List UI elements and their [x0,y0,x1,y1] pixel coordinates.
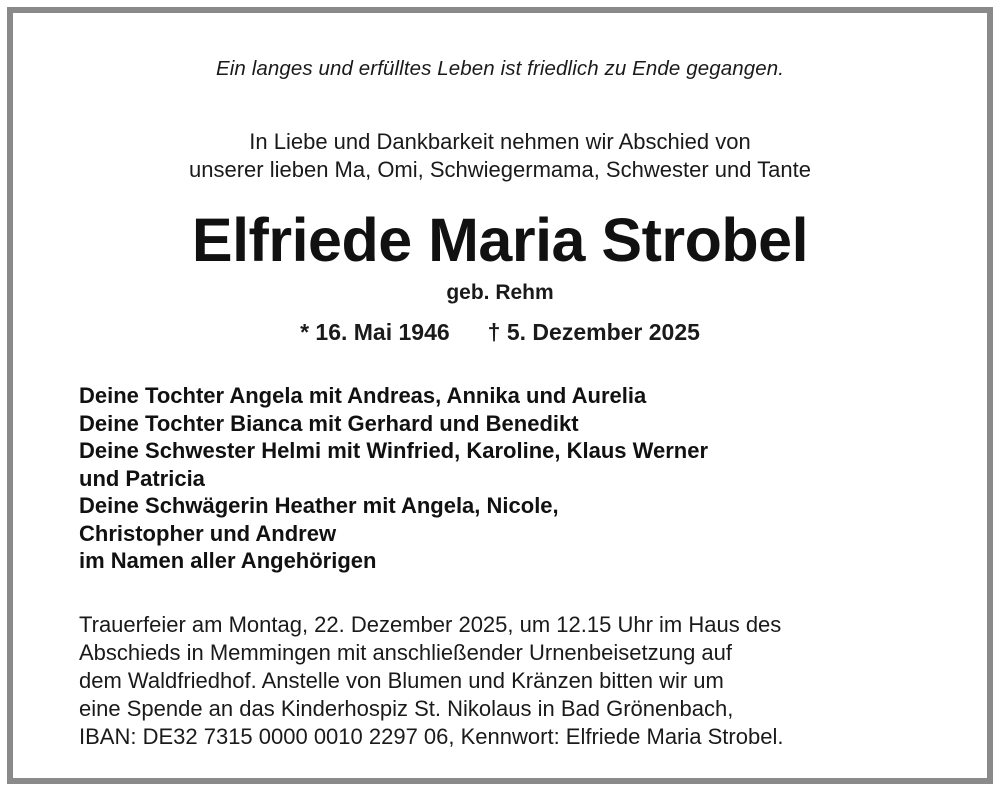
service-line: eine Spende an das Kinderhospiz St. Nikolaus in Bad Grönenbach, [79,696,734,721]
farewell-line-1: In Liebe und Dankbarkeit nehmen wir Abschied von [249,129,751,154]
service-line: dem Waldfriedhof. Anstelle von Blumen und Kränzen bitten wir um [79,668,724,693]
obituary-notice [7,7,993,784]
deceased-name: Elfriede Maria Strobel [191,206,809,274]
service-line: Abschieds in Memmingen mit anschließender Urnenbeisetzung auf [79,640,733,665]
mourner-line: und Patricia [79,465,205,491]
birth-name: geb. Rehm [446,281,554,304]
farewell-line-2: unserer lieben Ma, Omi, Schwiegermama, Schwester und Tante [189,157,811,182]
service-line: IBAN: DE32 7315 0000 0010 2297 06, Kennwort: Elfriede Maria Strobel. [79,724,784,749]
mourner-line: Deine Schwägerin Heather mit Angela, Nicole, [79,493,559,518]
intro-text: Ein langes und erfülltes Leben ist friedlich zu Ende gegangen. [215,57,785,80]
mourner-line: Deine Tochter Angela mit Andreas, Annika und Aurelia [79,383,647,408]
mourner-line: Christopher und Andrew [79,520,337,546]
service-line: Trauerfeier am Montag, 22. Dezember 2025, um 12.15 Uhr im Haus des [79,612,782,637]
mourner-line: Deine Schwester Helmi mit Winfried, Karoline, Klaus Werner [79,438,709,463]
life-dates [13,319,987,346]
mourner-line: Deine Tochter Bianca mit Gerhard und Benedikt [79,410,579,436]
birth-date: * 16. Mai 1946 [300,319,450,345]
service-details [79,611,783,751]
mourner-line: im Namen aller Angehörigen [79,548,377,573]
death-date: † 5. Dezember 2025 [487,319,700,345]
mourners-list [79,382,708,575]
